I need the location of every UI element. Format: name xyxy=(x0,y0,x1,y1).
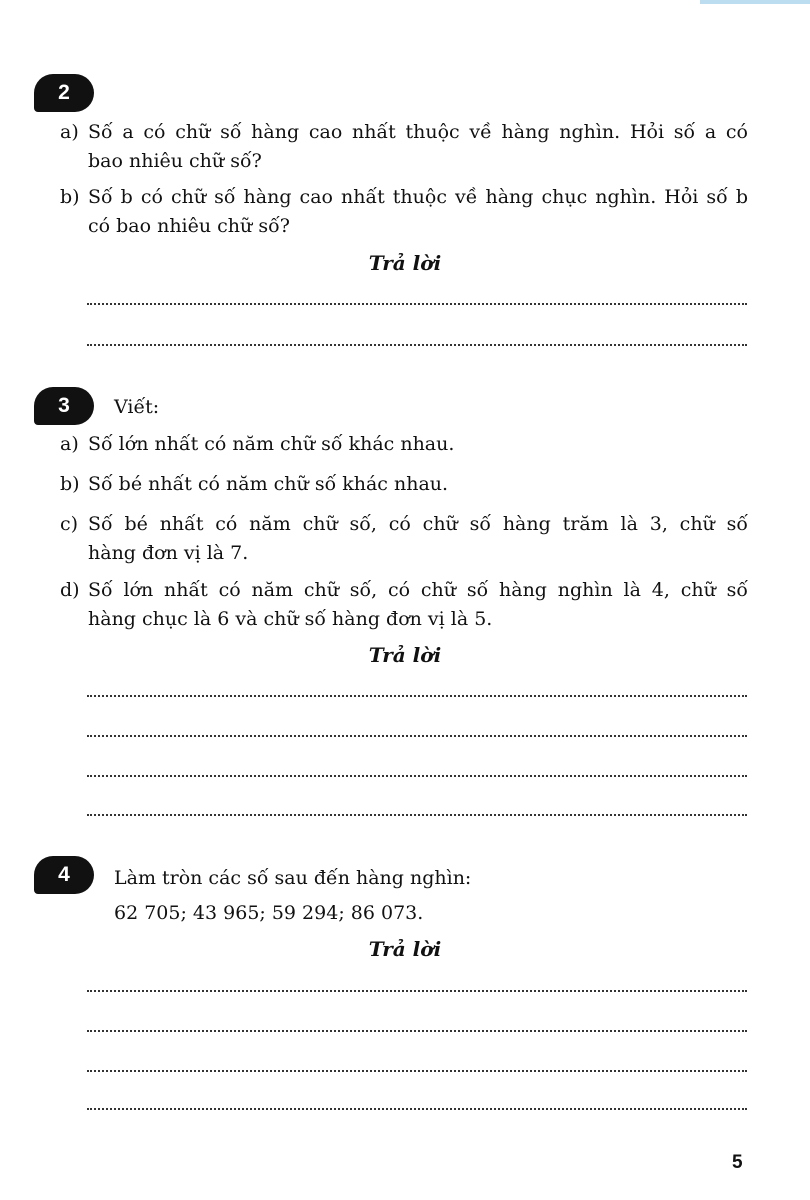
exercise-3c-line-1: Số bé nhất có năm chữ số, có chữ số hàng trăm là 3, chữ số xyxy=(88,513,748,535)
exercise-4-numbers: 62 705; 43 965; 59 294; 86 073. xyxy=(114,902,424,924)
answer-line xyxy=(87,344,747,346)
page-number: 5 xyxy=(732,1152,743,1173)
exercise-2a-line-2: bao nhiêu chữ số? xyxy=(88,150,262,172)
exercise-3a-line-1: Số lớn nhất có năm chữ số khác nhau. xyxy=(88,433,455,455)
exercise-2b-line-2: có bao nhiêu chữ số? xyxy=(88,215,290,237)
exercise-3-badge: 3 xyxy=(34,387,94,425)
answer-line xyxy=(87,1030,747,1032)
exercise-2-badge: 2 xyxy=(34,74,94,112)
answer-line xyxy=(87,1070,747,1072)
answer-line xyxy=(87,695,747,697)
exercise-2a-line-1: Số a có chữ số hàng cao nhất thuộc về hàng nghìn. Hỏi số a có xyxy=(88,121,748,143)
exercise-2b-line-1: Số b có chữ số hàng cao nhất thuộc về hàng chục nghìn. Hỏi số b xyxy=(88,186,748,208)
exercise-4-prompt: Làm tròn các số sau đến hàng nghìn: xyxy=(114,867,472,889)
answer-line xyxy=(87,990,747,992)
exercise-3d-line-1: Số lớn nhất có năm chữ số, có chữ số hàng nghìn là 4, chữ số xyxy=(88,579,748,601)
exercise-4-answer-heading: Trả lời xyxy=(368,937,442,961)
top-edge-strip xyxy=(700,0,810,4)
answer-line xyxy=(87,735,747,737)
exercise-3c-label: c) xyxy=(60,513,79,535)
exercise-3-prompt: Viết: xyxy=(114,396,160,418)
exercise-3c-line-2: hàng đơn vị là 7. xyxy=(88,542,249,564)
exercise-3b-line-1: Số bé nhất có năm chữ số khác nhau. xyxy=(88,473,449,495)
exercise-2-answer-heading: Trả lời xyxy=(368,251,442,275)
answer-line xyxy=(87,814,747,816)
exercise-3-answer-heading: Trả lời xyxy=(368,643,442,667)
answer-line xyxy=(87,775,747,777)
answer-line xyxy=(87,1108,747,1110)
exercise-4-badge: 4 xyxy=(34,856,94,894)
exercise-3b-label: b) xyxy=(60,473,80,495)
exercise-2a-label: a) xyxy=(60,121,79,143)
exercise-3d-line-2: hàng chục là 6 và chữ số hàng đơn vị là 5. xyxy=(88,608,493,630)
exercise-3a-label: a) xyxy=(60,433,79,455)
answer-line xyxy=(87,303,747,305)
exercise-2b-label: b) xyxy=(60,186,80,208)
exercise-3d-label: d) xyxy=(60,579,80,601)
